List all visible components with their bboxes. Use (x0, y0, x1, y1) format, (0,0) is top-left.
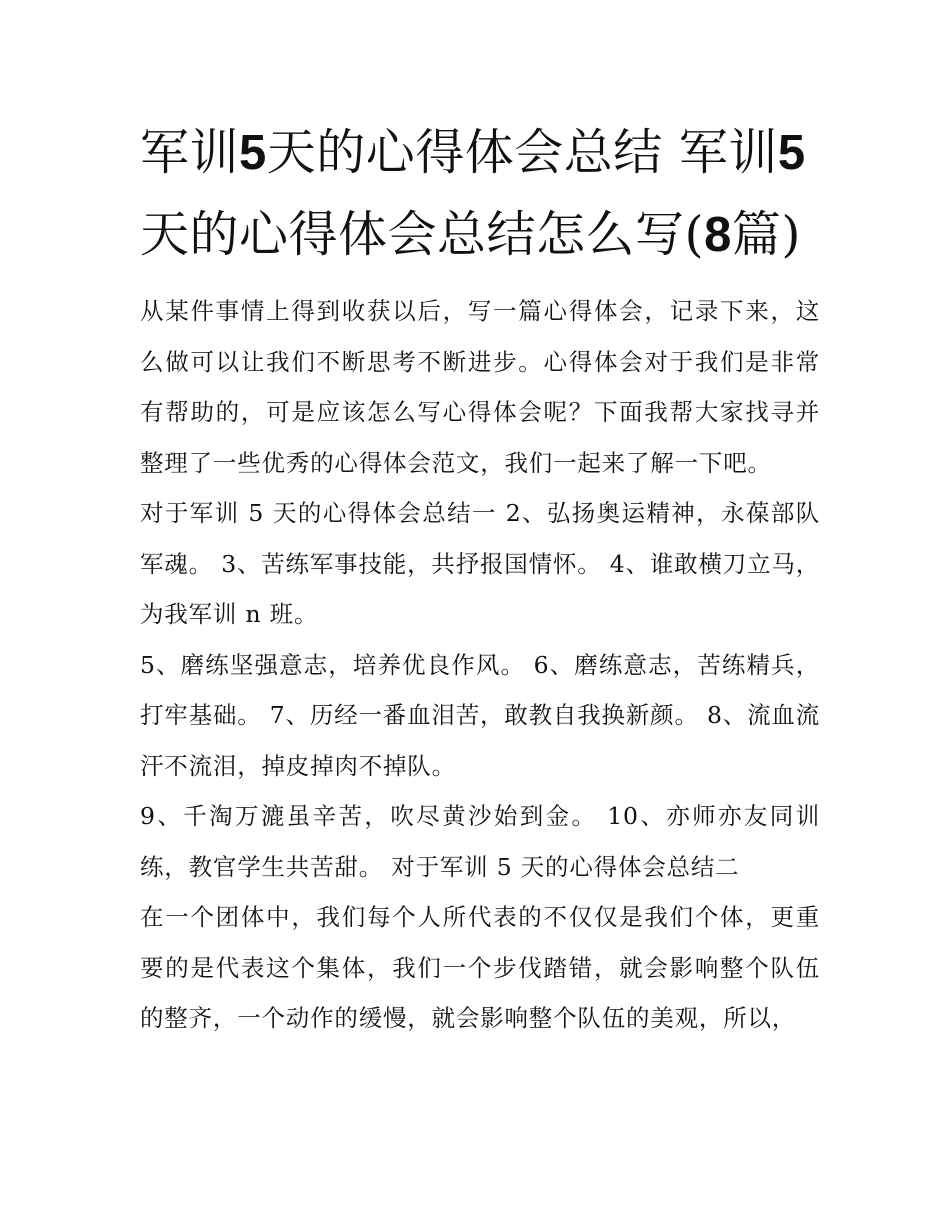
title-segment: 军训 (140, 124, 240, 181)
title-segment: 天的心得体会总结 军训 (266, 124, 778, 181)
paragraph-slogans-9-10: 9、千淘万漉虽辛苦，吹尽黄沙始到金。 10、亦师亦友同训练，教官学生共苦甜。 对于军训 5 天的心得体会总结二 (140, 802, 820, 881)
title-number: 5 (239, 126, 267, 180)
paragraph-slogans-5-8: 5、磨练坚强意志，培养优良作风。 6、磨练意志，苦练精兵，打牢基础。 7、历经一番血泪苦，敢教自我换新颜。 8、流血流汗不流泪，掉皮掉肉不掉队。 (140, 650, 820, 780)
document-body (140, 286, 820, 1044)
document-title (140, 112, 820, 276)
title-segment: 篇) (731, 206, 802, 263)
paragraph-summary-two: 在一个团体中，我们每个人所代表的不仅仅是我们个体，更重要的是代表这个集体，我们一个步伐踏错，就会影响整个队伍的整齐，一个动作的缓慢，就会影响整个队伍的美观，所以， (140, 903, 820, 1032)
paragraph-summary-one: 对于军训 5 天的心得体会总结一 2、弘扬奥运精神，永葆部队军魂。 3、苦练军事技能，共抒报国情怀。 4、谁敢横刀立马，为我军训 n 班。 (140, 499, 820, 628)
title-number: 5 (777, 126, 806, 180)
title-segment: 天的心得体会总结怎么写( (140, 206, 705, 263)
title-number: 8 (704, 208, 732, 262)
paragraph-intro: 从某件事情上得到收获以后，写一篇心得体会，记录下来，这么做可以让我们不断思考不断进步。心得体会对于我们是非常有帮助的，可是应该怎么写心得体会呢？下面我帮大家找寻并整理了一些优秀的心得体会范文，我们一起来了解一下吧。 (140, 297, 820, 477)
